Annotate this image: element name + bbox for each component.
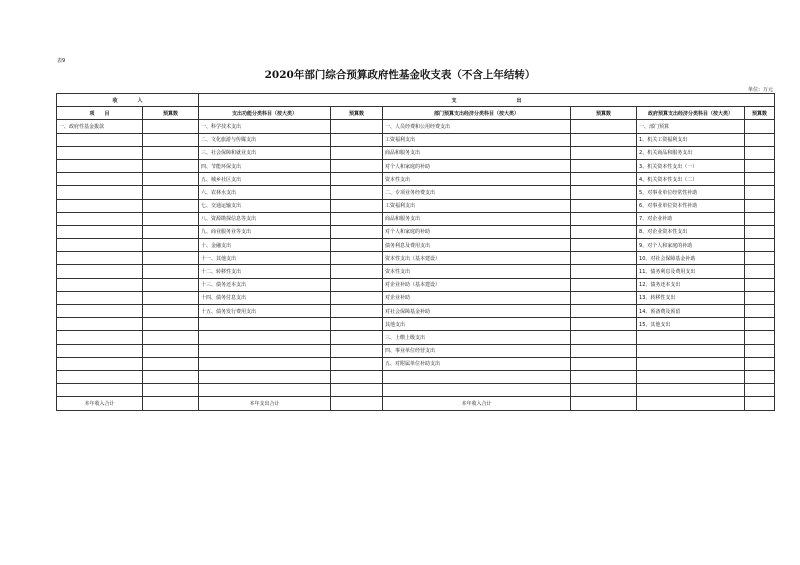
func-budget-cell	[331, 120, 383, 133]
func-item-cell: 四、节能环保支出	[199, 159, 331, 172]
col-dept-econ-header: 部门预算支出经济分类科目（按大类）	[383, 107, 571, 120]
dept-budget-cell	[571, 199, 637, 212]
income-budget-cell	[143, 173, 199, 186]
func-item-cell: 十四、债务付息支出	[199, 291, 331, 304]
func-item-cell: 十、金融支出	[199, 239, 331, 252]
page-title: 2020年部门综合预算政府性基金收支表（不含上年结转）	[264, 69, 536, 81]
dept-econ-item-cell: 工资福利支出	[383, 133, 571, 146]
income-item-cell	[57, 278, 143, 291]
income-budget-cell	[143, 384, 199, 397]
dept-econ-item-cell: 对个人和家庭的补助	[383, 225, 571, 238]
gov-budget-cell	[745, 344, 775, 357]
dept-econ-item-cell: 一、人员经费和公用经费支出	[383, 120, 571, 133]
func-budget-cell	[331, 199, 383, 212]
dept-econ-item-cell: 资本性支出	[383, 173, 571, 186]
income-item-cell	[57, 357, 143, 370]
income-item-cell	[57, 239, 143, 252]
func-budget-cell	[331, 159, 383, 172]
gov-econ-item-cell: 7、对企业补助	[637, 212, 745, 225]
table-number: 表9	[57, 58, 66, 64]
gov-budget-cell	[745, 173, 775, 186]
income-item-cell	[57, 344, 143, 357]
dept-budget-cell	[571, 120, 637, 133]
func-budget-cell	[331, 239, 383, 252]
table-row	[57, 370, 775, 383]
func-item-cell: 十五、债务发行费用支出	[199, 305, 331, 318]
income-item-cell	[57, 318, 143, 331]
income-budget-cell	[143, 133, 199, 146]
gov-budget-cell	[745, 357, 775, 370]
income-item-cell	[57, 186, 143, 199]
func-item-cell	[199, 344, 331, 357]
col-income-budget-header: 预算数	[143, 107, 199, 120]
income-budget-cell	[143, 225, 199, 238]
gov-total-label	[637, 397, 745, 410]
func-item-cell: 三、社会保障和就业支出	[199, 146, 331, 159]
dept-econ-item-cell	[383, 370, 571, 383]
dept-total-label: 本年收入合计	[383, 397, 571, 410]
col-gov-econ-header: 政府预算支出经济分类科目（按大类）	[637, 107, 745, 120]
func-budget-cell	[331, 331, 383, 344]
dept-budget-cell	[571, 305, 637, 318]
func-budget-cell	[331, 252, 383, 265]
income-budget-cell	[143, 252, 199, 265]
table-row	[57, 278, 775, 291]
gov-budget-cell	[745, 159, 775, 172]
income-item-cell	[57, 252, 143, 265]
table-row	[57, 173, 775, 186]
gov-budget-cell	[745, 265, 775, 278]
table-row	[57, 305, 775, 318]
func-total-value	[331, 397, 383, 410]
col-func-budget-header: 预算数	[331, 107, 383, 120]
dept-budget-cell	[571, 133, 637, 146]
gov-budget-cell	[745, 278, 775, 291]
func-budget-cell	[331, 146, 383, 159]
gov-econ-item-cell: 11、债务利息及费用支出	[637, 265, 745, 278]
dept-econ-item-cell: 二、专项业务经费支出	[383, 186, 571, 199]
func-budget-cell	[331, 133, 383, 146]
income-budget-cell	[143, 199, 199, 212]
gov-budget-cell	[745, 239, 775, 252]
func-item-cell: 一、科学技术支出	[199, 120, 331, 133]
gov-budget-cell	[745, 384, 775, 397]
income-item-cell	[57, 291, 143, 304]
func-item-cell: 十一、其他支出	[199, 252, 331, 265]
income-item-cell	[57, 265, 143, 278]
dept-budget-cell	[571, 318, 637, 331]
func-item-cell	[199, 384, 331, 397]
table-row	[57, 146, 775, 159]
income-total-label: 本年收入合计	[57, 397, 143, 410]
func-item-cell: 七、交通运输支出	[199, 199, 331, 212]
gov-budget-cell	[745, 212, 775, 225]
func-budget-cell	[331, 318, 383, 331]
income-budget-cell	[143, 344, 199, 357]
income-item-cell	[57, 370, 143, 383]
income-budget-cell	[143, 331, 199, 344]
dept-budget-cell	[571, 212, 637, 225]
gov-econ-item-cell: 15、其他支出	[637, 318, 745, 331]
income-item-cell: 一、政府性基金拨款	[57, 120, 143, 133]
dept-econ-item-cell: 商品和服务支出	[383, 146, 571, 159]
income-budget-cell	[143, 278, 199, 291]
gov-budget-cell	[745, 318, 775, 331]
gov-econ-item-cell: 6、对事业单位资本性补助	[637, 199, 745, 212]
group-header-row	[57, 94, 775, 107]
dept-total-value	[571, 397, 637, 410]
income-item-cell	[57, 305, 143, 318]
func-item-cell	[199, 331, 331, 344]
dept-budget-cell	[571, 239, 637, 252]
func-item-cell: 九、商业服务业等支出	[199, 225, 331, 238]
func-budget-cell	[331, 384, 383, 397]
income-budget-cell	[143, 186, 199, 199]
dept-econ-item-cell: 对个人和家庭的补助	[383, 159, 571, 172]
gov-econ-item-cell: 13、转移性支出	[637, 291, 745, 304]
dept-budget-cell	[571, 370, 637, 383]
income-budget-cell	[143, 146, 199, 159]
gov-budget-cell	[745, 252, 775, 265]
table-row	[57, 199, 775, 212]
func-budget-cell	[331, 225, 383, 238]
dept-budget-cell	[571, 344, 637, 357]
table-row	[57, 344, 775, 357]
dept-budget-cell	[571, 291, 637, 304]
income-budget-cell	[143, 291, 199, 304]
table-row	[57, 357, 775, 370]
dept-econ-item-cell: 其他支出	[383, 318, 571, 331]
col-item-header: 项 目	[57, 107, 143, 120]
gov-econ-item-cell: 3、机关资本性支出（一）	[637, 159, 745, 172]
income-item-cell	[57, 159, 143, 172]
gov-budget-cell	[745, 133, 775, 146]
totals-row	[57, 397, 775, 410]
func-budget-cell	[331, 186, 383, 199]
income-item-cell	[57, 173, 143, 186]
income-item-cell	[57, 384, 143, 397]
dept-budget-cell	[571, 384, 637, 397]
income-budget-cell	[143, 370, 199, 383]
col-dept-budget-header: 预算数	[571, 107, 637, 120]
income-item-cell	[57, 225, 143, 238]
func-item-cell: 十二、转移性支出	[199, 265, 331, 278]
gov-budget-cell	[745, 291, 775, 304]
gov-econ-item-cell: 1、机关工资福利支出	[637, 133, 745, 146]
expense-total-label: 本年支出合计	[199, 397, 331, 410]
func-budget-cell	[331, 265, 383, 278]
income-budget-cell	[143, 265, 199, 278]
dept-econ-item-cell: 工资福利支出	[383, 199, 571, 212]
func-budget-cell	[331, 357, 383, 370]
gov-econ-item-cell: 8、对企业资本性支出	[637, 225, 745, 238]
income-item-cell	[57, 199, 143, 212]
gov-econ-item-cell: 4、机关资本性支出（二）	[637, 173, 745, 186]
dept-econ-item-cell: 三、上缴上级支出	[383, 331, 571, 344]
table-row	[57, 331, 775, 344]
func-item-cell	[199, 370, 331, 383]
gov-econ-item-cell: 9、对个人和家庭的补助	[637, 239, 745, 252]
gov-budget-cell	[745, 120, 775, 133]
income-budget-cell	[143, 239, 199, 252]
dept-econ-item-cell: 商品和服务支出	[383, 212, 571, 225]
gov-econ-item-cell: 5、对事业单位经常性补助	[637, 186, 745, 199]
dept-budget-cell	[571, 357, 637, 370]
dept-econ-item-cell	[383, 384, 571, 397]
gov-total-value	[745, 397, 775, 410]
table-row	[57, 120, 775, 133]
table-row	[57, 318, 775, 331]
dept-econ-item-cell: 债务利息及费用支出	[383, 239, 571, 252]
dept-budget-cell	[571, 225, 637, 238]
func-budget-cell	[331, 291, 383, 304]
func-item-cell: 十三、债务还本支出	[199, 278, 331, 291]
dept-budget-cell	[571, 265, 637, 278]
dept-budget-cell	[571, 331, 637, 344]
gov-econ-item-cell	[637, 344, 745, 357]
column-header-row	[57, 107, 775, 120]
gov-budget-cell	[745, 225, 775, 238]
gov-econ-item-cell: 14、预备费及预留	[637, 305, 745, 318]
func-budget-cell	[331, 173, 383, 186]
income-budget-cell	[143, 357, 199, 370]
func-item-cell	[199, 318, 331, 331]
col-gov-budget-header: 预算数	[745, 107, 775, 120]
table-row	[57, 291, 775, 304]
table-row	[57, 239, 775, 252]
func-item-cell: 二、文化旅游与传媒支出	[199, 133, 331, 146]
dept-budget-cell	[571, 159, 637, 172]
table-row	[57, 384, 775, 397]
gov-budget-cell	[745, 305, 775, 318]
func-item-cell: 八、资源勘探信息等支出	[199, 212, 331, 225]
table-row	[57, 225, 775, 238]
gov-econ-item-cell	[637, 357, 745, 370]
func-budget-cell	[331, 344, 383, 357]
dept-budget-cell	[571, 252, 637, 265]
gov-budget-cell	[745, 146, 775, 159]
func-budget-cell	[331, 278, 383, 291]
func-budget-cell	[331, 370, 383, 383]
income-total-value	[143, 397, 199, 410]
income-group-header: 收 入	[57, 94, 199, 107]
income-budget-cell	[143, 212, 199, 225]
gov-econ-item-cell: 一、部门预算	[637, 120, 745, 133]
dept-econ-item-cell: 四、事业单位经营支出	[383, 344, 571, 357]
table-row	[57, 133, 775, 146]
income-budget-cell	[143, 318, 199, 331]
budget-table	[56, 93, 775, 411]
dept-budget-cell	[571, 173, 637, 186]
gov-econ-item-cell	[637, 384, 745, 397]
gov-budget-cell	[745, 199, 775, 212]
dept-budget-cell	[571, 278, 637, 291]
dept-econ-item-cell: 对企业补助	[383, 291, 571, 304]
income-budget-cell	[143, 305, 199, 318]
dept-econ-item-cell: 对社会保障基金补助	[383, 305, 571, 318]
col-func-header: 支出功能分类科目（按大类）	[199, 107, 331, 120]
table-row	[57, 252, 775, 265]
gov-econ-item-cell: 10、对社会保障基金补助	[637, 252, 745, 265]
table-row	[57, 212, 775, 225]
func-item-cell	[199, 357, 331, 370]
func-budget-cell	[331, 212, 383, 225]
dept-econ-item-cell: 资本性支出	[383, 265, 571, 278]
dept-econ-item-cell: 五、对附属单位补助支出	[383, 357, 571, 370]
gov-budget-cell	[745, 186, 775, 199]
func-item-cell: 五、城乡社区支出	[199, 173, 331, 186]
income-budget-cell	[143, 159, 199, 172]
income-budget-cell	[143, 120, 199, 133]
gov-budget-cell	[745, 370, 775, 383]
table-row	[57, 186, 775, 199]
income-item-cell	[57, 133, 143, 146]
dept-budget-cell	[571, 146, 637, 159]
unit-label: 单位：万元	[747, 87, 773, 93]
gov-econ-item-cell	[637, 370, 745, 383]
gov-econ-item-cell: 2、机关商品和服务支出	[637, 146, 745, 159]
income-item-cell	[57, 331, 143, 344]
func-item-cell: 六、农林水支出	[199, 186, 331, 199]
dept-econ-item-cell: 资本性支出（基本建设）	[383, 252, 571, 265]
dept-budget-cell	[571, 186, 637, 199]
income-item-cell	[57, 212, 143, 225]
gov-econ-item-cell	[637, 331, 745, 344]
gov-budget-cell	[745, 331, 775, 344]
gov-econ-item-cell: 12、债务还本支出	[637, 278, 745, 291]
expense-group-header: 支 出	[199, 94, 775, 107]
dept-econ-item-cell: 对企业补助（基本建设）	[383, 278, 571, 291]
table-row	[57, 265, 775, 278]
table-row	[57, 159, 775, 172]
income-item-cell	[57, 146, 143, 159]
func-budget-cell	[331, 305, 383, 318]
